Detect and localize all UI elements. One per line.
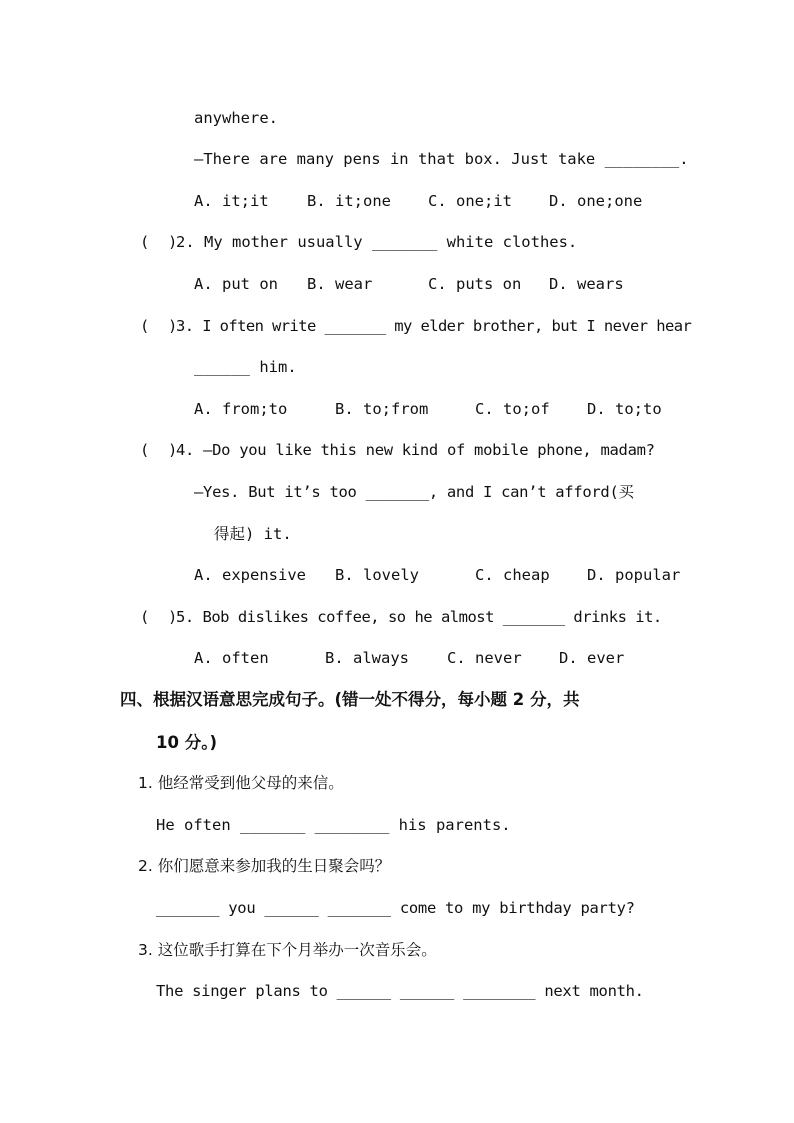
translation-item-2-english[interactable]: _______ you ______ _______ come to my birthday party? xyxy=(156,899,635,917)
q4-reply-line: —Yes. But it’s too _______, and I can’t afford(买 xyxy=(194,483,634,501)
option-b[interactable]: B. lovely xyxy=(335,566,419,584)
option-c[interactable]: C. one;it xyxy=(428,192,512,210)
option-b[interactable]: B. to;from xyxy=(335,400,429,418)
option-a[interactable]: A. from;to xyxy=(194,400,288,418)
translation-item-1-chinese: 1. 他经常受到他父母的来信。 xyxy=(138,774,344,792)
q2-stem: 2. My mother usually _______ white clothes. xyxy=(176,233,578,251)
q5-stem: 5. Bob dislikes coffee, so he almost _______ drinks it. xyxy=(176,608,662,626)
translation-item-1-english[interactable]: He often _______ ________ his parents. xyxy=(156,816,511,834)
option-d[interactable]: D. popular xyxy=(587,566,681,584)
translation-item-3-english[interactable]: The singer plans to ______ ______ ________ next month. xyxy=(156,982,644,1000)
option-d[interactable]: D. to;to xyxy=(587,400,662,418)
option-b[interactable]: B. it;one xyxy=(307,192,391,210)
q4-reply-continuation: 得起) it. xyxy=(214,525,292,543)
option-a[interactable]: A. expensive xyxy=(194,566,306,584)
option-c[interactable]: C. cheap xyxy=(475,566,550,584)
section-heading: 四、根据汉语意思完成句子。(错一处不得分，每小题 2 分，共 xyxy=(120,690,580,709)
option-a[interactable]: A. it;it xyxy=(194,192,269,210)
q2-answer-bracket[interactable]: ( ) xyxy=(140,233,178,251)
q5-answer-bracket[interactable]: ( ) xyxy=(140,608,178,626)
q1-reply-line: —There are many pens in that box. Just take ________. xyxy=(194,150,689,168)
option-c[interactable]: C. to;of xyxy=(475,400,550,418)
option-d[interactable]: D. wears xyxy=(549,275,624,293)
translation-item-3-chinese: 3. 这位歌手打算在下个月举办一次音乐会。 xyxy=(138,941,437,959)
option-b[interactable]: B. wear xyxy=(307,275,373,293)
q3-answer-bracket[interactable]: ( ) xyxy=(140,317,178,335)
section-heading-continuation: 10 分。) xyxy=(156,733,217,752)
option-c[interactable]: C. puts on xyxy=(428,275,522,293)
q1-stem-continuation: anywhere. xyxy=(194,109,278,127)
option-b[interactable]: B. always xyxy=(325,649,409,667)
option-d[interactable]: D. one;one xyxy=(549,192,643,210)
option-a[interactable]: A. put on xyxy=(194,275,278,293)
q4-stem: 4. —Do you like this new kind of mobile phone, madam? xyxy=(176,441,655,459)
option-a[interactable]: A. often xyxy=(194,649,269,667)
q3-stem: 3. I often write _______ my elder brother, but I never hear xyxy=(176,317,692,335)
q3-stem-continuation: ______ him. xyxy=(194,358,297,376)
translation-item-2-chinese: 2. 你们愿意来参加我的生日聚会吗？ xyxy=(138,857,391,875)
option-d[interactable]: D. ever xyxy=(559,649,625,667)
q4-answer-bracket[interactable]: ( ) xyxy=(140,441,178,459)
option-c[interactable]: C. never xyxy=(447,649,522,667)
